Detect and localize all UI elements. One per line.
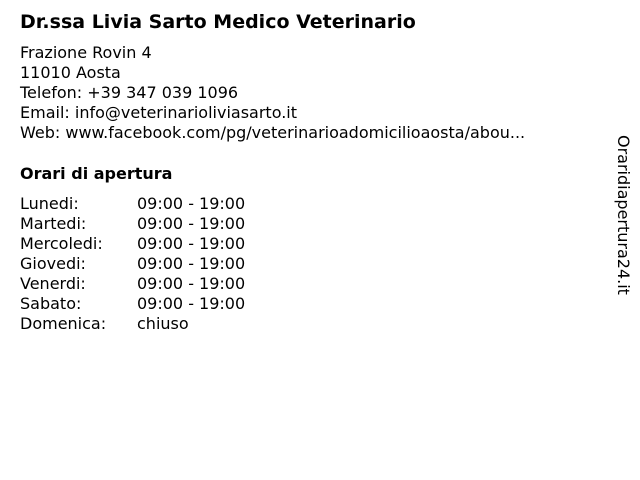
hours-table [20, 194, 245, 334]
hours-row [20, 294, 245, 314]
hours-time: 09:00 - 19:00 [137, 294, 246, 313]
contact-block [20, 43, 525, 143]
hours-day: Sabato: [20, 294, 82, 313]
hours-time: 09:00 - 19:00 [137, 234, 246, 253]
hours-row [20, 314, 245, 334]
email-line[interactable]: Email: info@veterinarioliviasarto.it [20, 103, 297, 122]
hours-time: 09:00 - 19:00 [137, 214, 246, 233]
phone-line[interactable]: Telefon: +39 347 039 1096 [20, 83, 239, 102]
hours-row [20, 214, 245, 234]
hours-time: 09:00 - 19:00 [137, 194, 246, 213]
street-address: Frazione Rovin 4 [20, 43, 152, 62]
hours-day: Mercoledi: [20, 234, 103, 253]
hours-time: 09:00 - 19:00 [137, 274, 246, 293]
hours-time: chiuso [137, 314, 189, 333]
hours-heading: Orari di apertura [20, 164, 173, 183]
hours-day: Martedi: [20, 214, 87, 233]
hours-row [20, 274, 245, 294]
site-brand-vertical[interactable]: Oraridiapertura24.it [614, 135, 633, 295]
hours-row [20, 254, 245, 274]
hours-day: Lunedi: [20, 194, 79, 213]
hours-row [20, 234, 245, 254]
web-line[interactable]: Web: www.facebook.com/pg/veterinarioadomicilioaosta/abou... [20, 123, 526, 142]
hours-day: Domenica: [20, 314, 107, 333]
hours-day: Venerdi: [20, 274, 86, 293]
hours-row [20, 194, 245, 214]
city-address: 11010 Aosta [20, 63, 121, 82]
business-title: Dr.ssa Livia Sarto Medico Veterinario [20, 11, 416, 33]
hours-day: Giovedi: [20, 254, 86, 273]
hours-time: 09:00 - 19:00 [137, 254, 246, 273]
